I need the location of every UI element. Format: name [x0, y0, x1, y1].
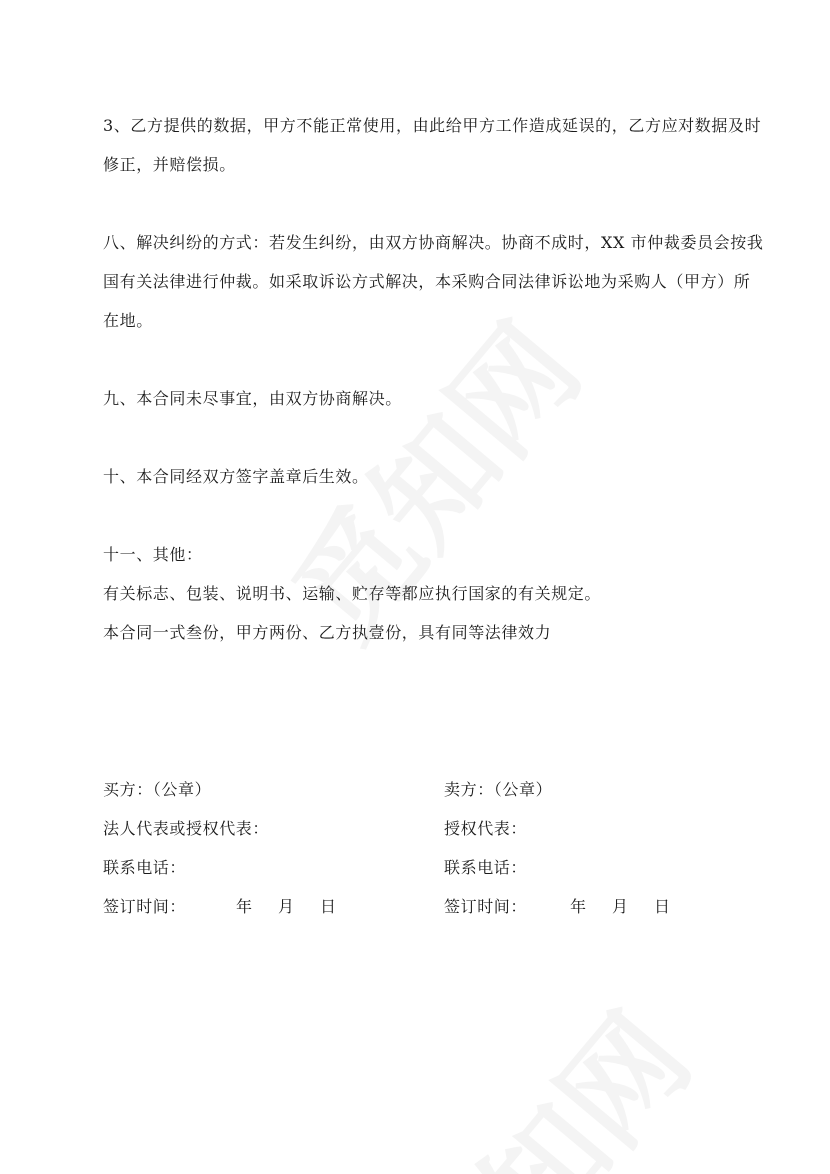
watermark: [358, 973, 721, 1174]
clause-3-line-2: 修正，并赔偿损。: [103, 155, 236, 174]
buyer-date-month: 月: [278, 897, 295, 916]
clause-11-title: 十一、其他：: [103, 545, 203, 564]
seller-date-month: 月: [612, 897, 629, 916]
seller-date-label: 签订时间：: [444, 897, 528, 916]
clause-11-line-2: 本合同一式叁份，甲方两份、乙方执壹份，具有同等法律效力: [103, 623, 552, 642]
clause-11-line-1: 有关标志、包装、说明书、运输、贮存等都应执行国家的有关规定。: [103, 584, 602, 603]
buyer-date-year: 年: [236, 897, 253, 916]
buyer-party: 买方：（公章）: [103, 780, 212, 799]
clause-10: 十、本合同经双方签字盖章后生效。: [103, 467, 369, 486]
seller-date-year: 年: [570, 897, 587, 916]
clause-8-line-1: 八、解决纠纷的方式：若发生纠纷，由双方协商解决。协商不成时，XX 市仲裁委员会按我: [103, 233, 764, 252]
seller-date-day: 日: [654, 897, 671, 916]
buyer-rep: 法人代表或授权代表：: [103, 819, 270, 838]
clause-8-line-2: 国有关法律进行仲裁。如采取诉讼方式解决，本采购合同法律诉讼地为采购人（甲方）所: [103, 272, 751, 291]
seller-rep: 授权代表：: [444, 819, 528, 838]
clause-9: 九、本合同未尽事宜，由双方协商解决。: [103, 389, 402, 408]
buyer-date-day: 日: [320, 897, 337, 916]
clause-8-line-3: 在地。: [103, 311, 153, 330]
seller-party: 卖方：（公章）: [444, 780, 553, 799]
buyer-phone: 联系电话：: [103, 858, 187, 877]
seller-phone: 联系电话：: [444, 858, 528, 877]
buyer-date-label: 签订时间：: [103, 897, 187, 916]
clause-3-line-1: 3、乙方提供的数据，甲方不能正常使用，由此给甲方工作造成延误的，乙方应对数据及时: [103, 116, 762, 135]
